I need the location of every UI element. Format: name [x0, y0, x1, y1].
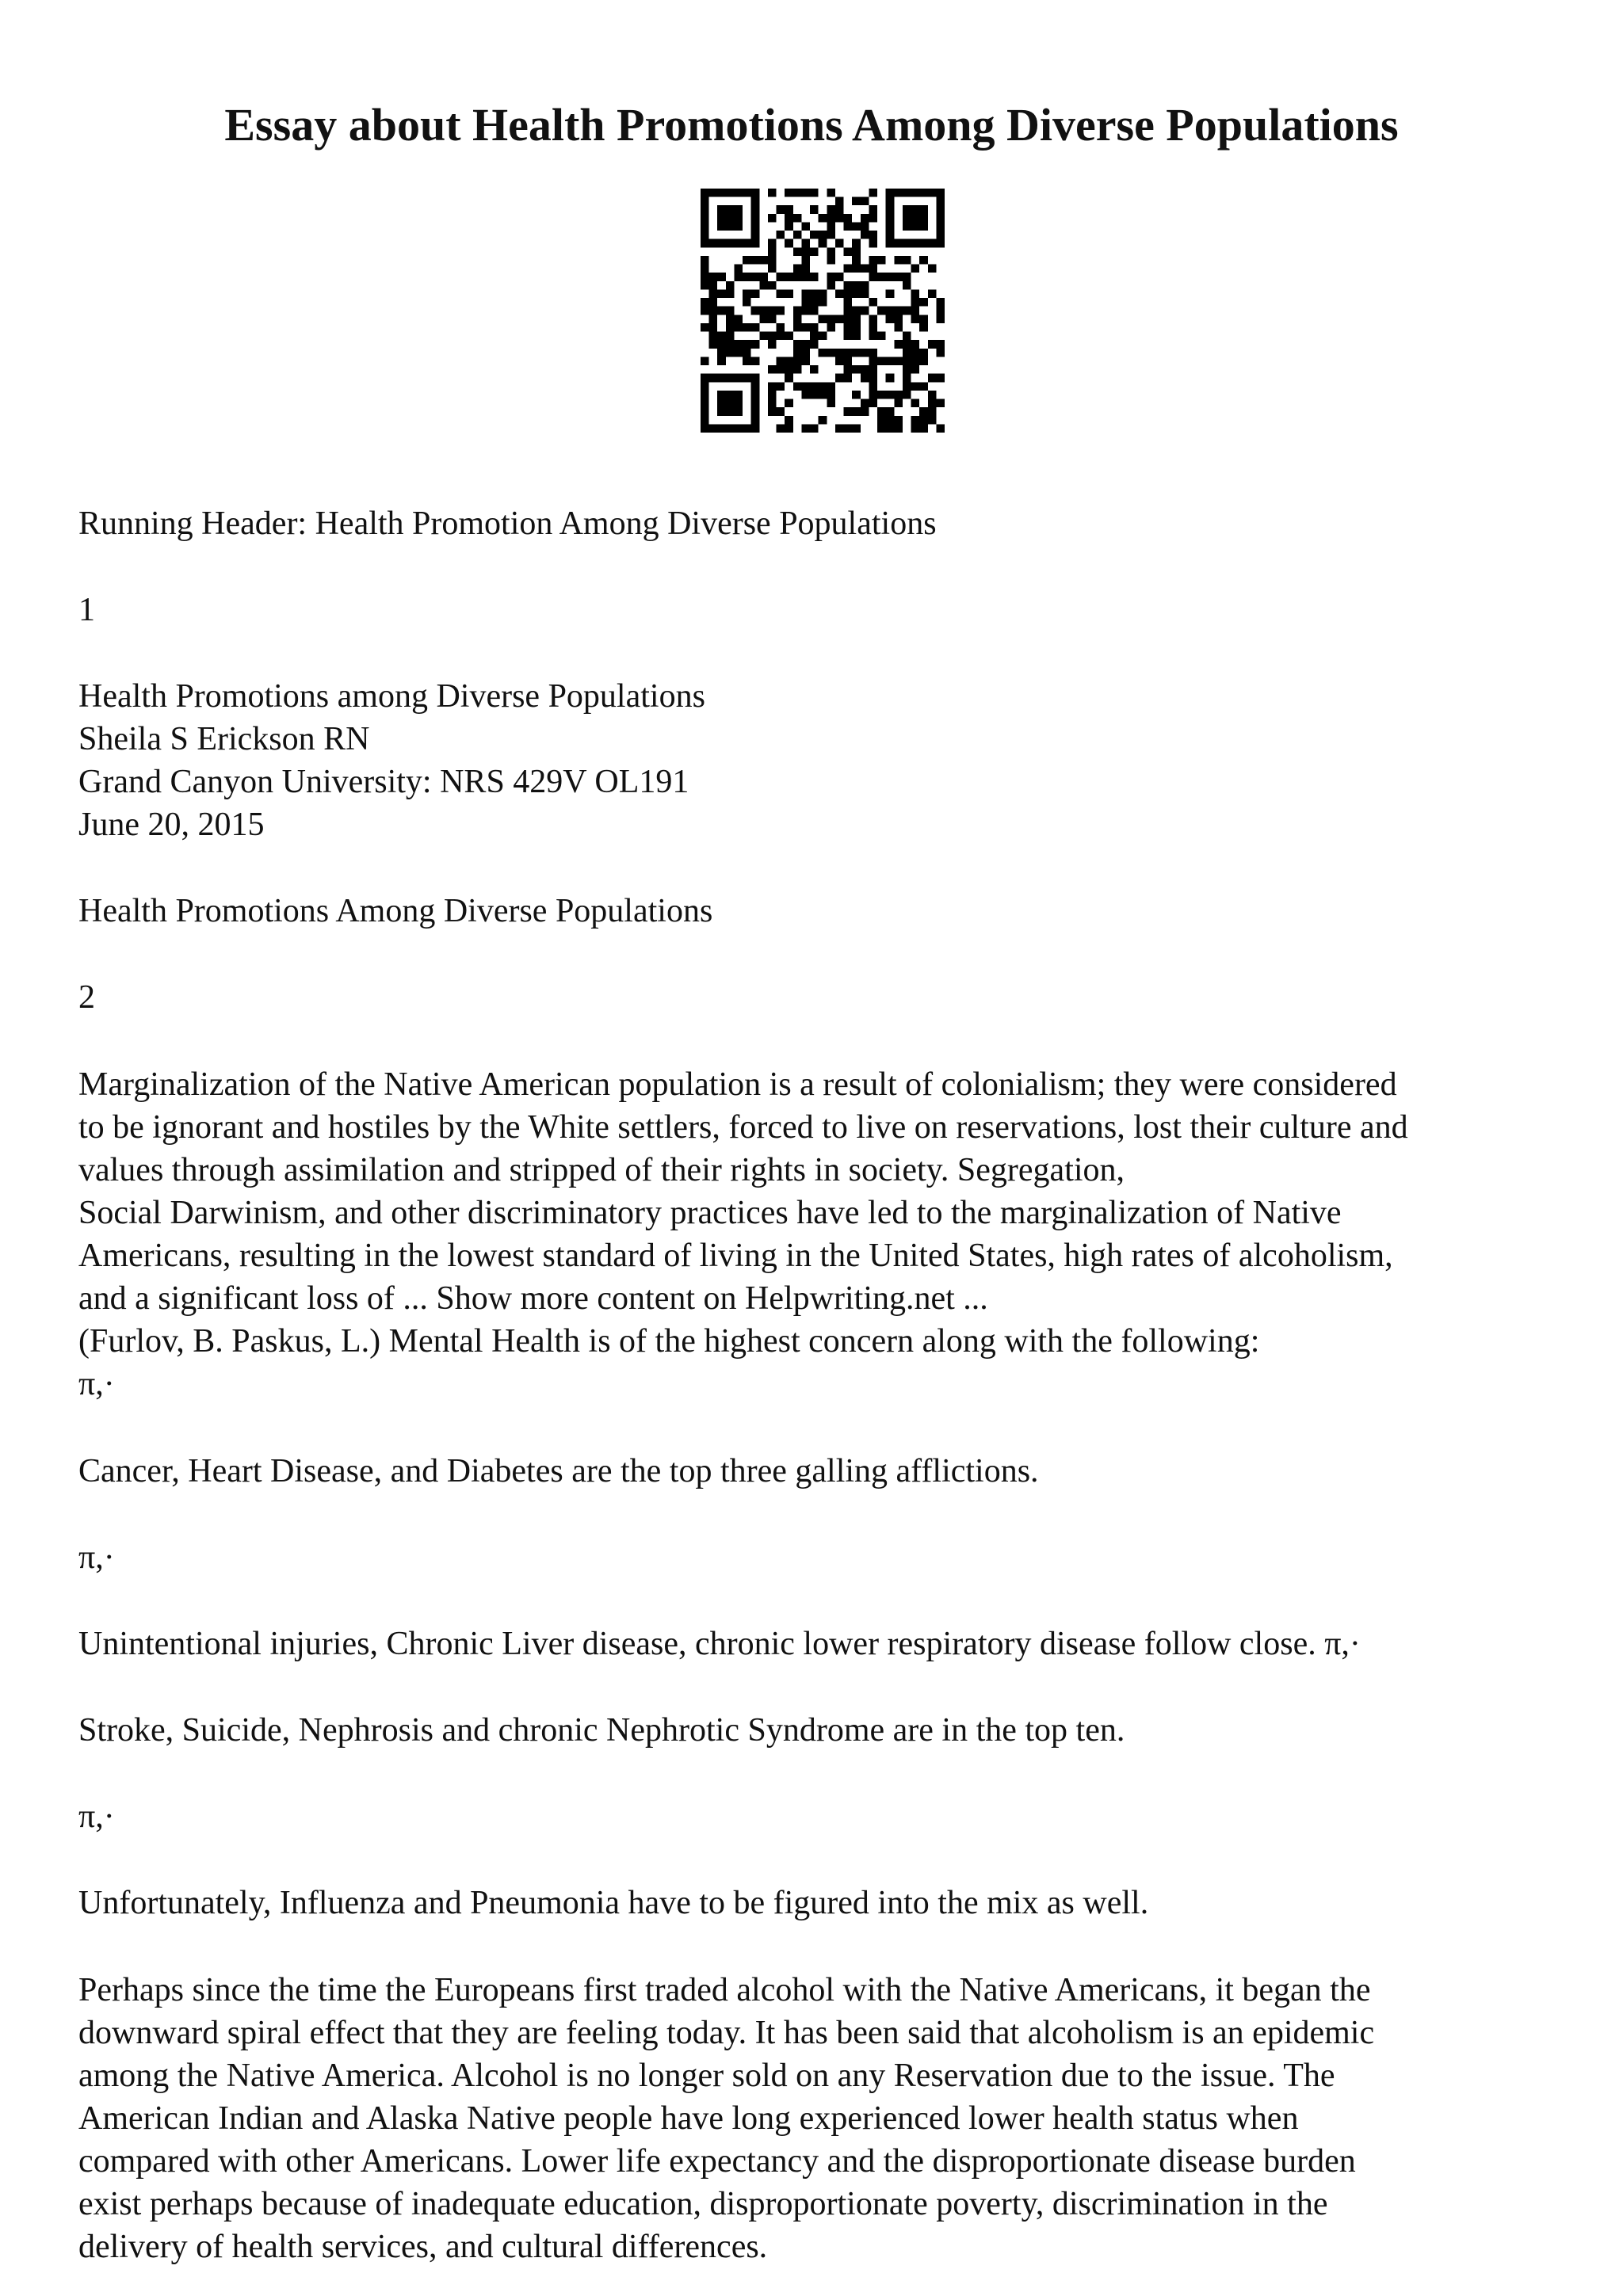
list-item-cancer: Cancer, Heart Disease, and Diabetes are the top three galling afflictions.	[78, 1453, 1039, 1489]
page-number: 1	[78, 592, 95, 628]
list-item-injuries: Unintentional injuries, Chronic Liver disease, chronic lower respiratory disease follow close. π,·	[78, 1626, 1361, 1662]
page-title: Essay about Health Promotions Among Diverse Populations	[224, 99, 1399, 151]
paragraph-marginalization: Marginalization of the Native American population is a result of colonialism; they were considered to be ignorant and hostiles by the White settlers, forced to live on reservations, lost their culture and values through assimilation and stripped of their rights in society. Segregation, Social Darwinism, and other discriminatory practices have led to the marginalization of Native Americans, resulting in the lowest standard of living in the United States, high rates of alcoholism, and a significant loss of ... Show more content on Helpwriting.net ... (Furlov, B. Paskus, L.) Mental Health is of the highest concern along with the following: π,·	[78, 1066, 1408, 1402]
section-header: Health Promotions Among Diverse Populations	[78, 893, 713, 929]
institution-course: Grand Canyon University: NRS 429V OL191	[78, 764, 689, 800]
author-name: Sheila S Erickson RN	[78, 721, 370, 757]
document-date: June 20, 2015	[78, 807, 265, 843]
list-bullet: π,·	[78, 1539, 115, 1576]
title-block-title: Health Promotions among Diverse Populations	[78, 678, 705, 715]
list-bullet: π,·	[78, 1798, 115, 1835]
list-item-stroke: Stroke, Suicide, Nephrosis and chronic Nephrotic Syndrome are in the top ten.	[78, 1712, 1125, 1749]
qr-code-icon	[701, 189, 945, 433]
paragraph-alcohol: Perhaps since the time the Europeans first traded alcohol with the Native Americans, it began the downward spiral effect that they are feeling today. It has been said that alcoholism is an epidemic among the Native America. Alcohol is no longer sold on any Reservation due to the issue. The American Indian and Alaska Native people have long experienced lower health status when compared with other Americans. Lower life expectancy and the disproportionate disease burden exist perhaps because of inadequate education, disproportionate poverty, discrimination in the delivery of health services, and cultural differences.	[78, 1972, 1375, 2265]
running-header: Running Header: Health Promotion Among Diverse Populations	[78, 505, 937, 542]
list-item-influenza: Unfortunately, Influenza and Pneumonia have to be figured into the mix as well.	[78, 1885, 1149, 1921]
page-number: 2	[78, 979, 95, 1016]
